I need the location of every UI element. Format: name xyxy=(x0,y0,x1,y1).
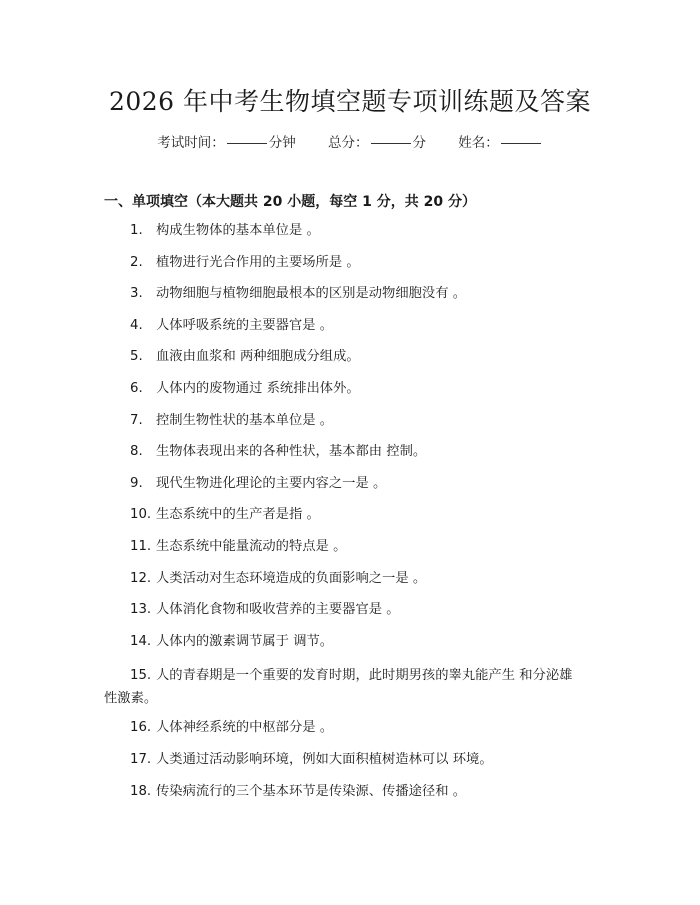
question-number: 10. xyxy=(130,507,152,523)
question-text-continued: 性激素。 xyxy=(104,691,158,707)
question-text: 人类活动对生态环境造成的负面影响之一是 。 xyxy=(156,570,427,586)
question-number: 9. xyxy=(130,475,143,491)
question-item xyxy=(104,317,614,335)
question-text: 生物体表现出来的各种性状，基本都由 控制。 xyxy=(156,444,427,460)
question-text: 现代生物进化理论的主要内容之一是 。 xyxy=(156,475,387,491)
question-number: 7. xyxy=(130,412,143,428)
question-text: 人体呼吸系统的主要器官是 。 xyxy=(156,317,334,333)
score-label: 总分： xyxy=(328,135,369,151)
question-number: 6. xyxy=(130,380,143,396)
question-item xyxy=(104,475,614,493)
time-unit: 分钟 xyxy=(268,135,296,151)
question-item xyxy=(104,443,614,461)
question-item xyxy=(104,570,614,588)
question-item xyxy=(104,222,614,240)
question-number: 17. xyxy=(130,751,152,767)
question-number: 11. xyxy=(130,538,152,554)
question-number: 1. xyxy=(130,223,143,238)
question-text: 动物细胞与植物细胞最根本的区别是动物细胞没有 。 xyxy=(156,286,467,302)
question-item xyxy=(104,719,614,737)
question-number: 16. xyxy=(130,720,152,736)
time-field xyxy=(157,131,296,151)
score-unit: 分 xyxy=(412,135,426,151)
question-item xyxy=(104,506,614,524)
question-item xyxy=(104,380,614,398)
time-blank[interactable] xyxy=(227,143,267,144)
question-text: 生态系统中能量流动的特点是 。 xyxy=(156,538,347,554)
question-number: 14. xyxy=(130,633,152,649)
question-text: 血液由血浆和 两种细胞成分组成。 xyxy=(156,349,360,365)
question-text: 人类通过活动影响环境，例如大面积植树造林可以 环境。 xyxy=(156,751,493,767)
question-item xyxy=(104,348,614,366)
question-text: 植物进行光合作用的主要场所是 。 xyxy=(156,254,360,270)
page-title: 2026 年中考生物填空题专项训练题及答案 xyxy=(108,87,592,116)
question-number: 3. xyxy=(130,286,143,302)
question-item xyxy=(104,254,614,272)
question-item xyxy=(104,285,614,303)
question-list xyxy=(104,222,614,814)
name-blank[interactable] xyxy=(501,143,541,144)
question-number: 13. xyxy=(130,602,152,618)
question-number: 8. xyxy=(130,444,143,460)
question-number: 5. xyxy=(130,349,143,365)
question-number: 15. xyxy=(130,668,152,684)
question-item xyxy=(104,538,614,556)
question-text: 传染病流行的三个基本环节是传染源、传播途径和 。 xyxy=(156,783,467,799)
time-label: 考试时间： xyxy=(157,135,225,151)
question-text: 人体消化食物和吸收营养的主要器官是 。 xyxy=(156,602,400,618)
question-text: 人体内的废物通过 系统排出体外。 xyxy=(156,380,360,396)
question-text: 构成生物体的基本单位是 。 xyxy=(156,223,320,238)
score-field xyxy=(328,131,426,151)
name-field xyxy=(458,131,543,151)
question-text: 控制生物性状的基本单位是 。 xyxy=(156,412,334,428)
name-label: 姓名： xyxy=(458,135,499,151)
question-item xyxy=(104,751,614,769)
question-item xyxy=(104,601,614,619)
question-text: 人体神经系统的中枢部分是 。 xyxy=(156,720,334,736)
question-number: 12. xyxy=(130,570,152,586)
question-item xyxy=(104,633,614,651)
question-item xyxy=(104,783,614,801)
question-item xyxy=(104,664,614,710)
score-blank[interactable] xyxy=(371,143,411,144)
question-text: 生态系统中的生产者是指 。 xyxy=(156,507,320,523)
question-number: 18. xyxy=(130,783,152,799)
exam-meta-line xyxy=(0,131,700,151)
section-title: 一、单项填空（本大题共 20 小题，每空 1 分，共 20 分） xyxy=(104,194,476,210)
question-item xyxy=(104,412,614,430)
question-number: 4. xyxy=(130,317,143,333)
question-text: 人的青春期是一个重要的发育时期，此时期男孩的睾丸能产生 和分泌雄 xyxy=(156,668,573,684)
question-number: 2. xyxy=(130,254,143,270)
question-text: 人体内的激素调节属于 调节。 xyxy=(156,633,334,649)
